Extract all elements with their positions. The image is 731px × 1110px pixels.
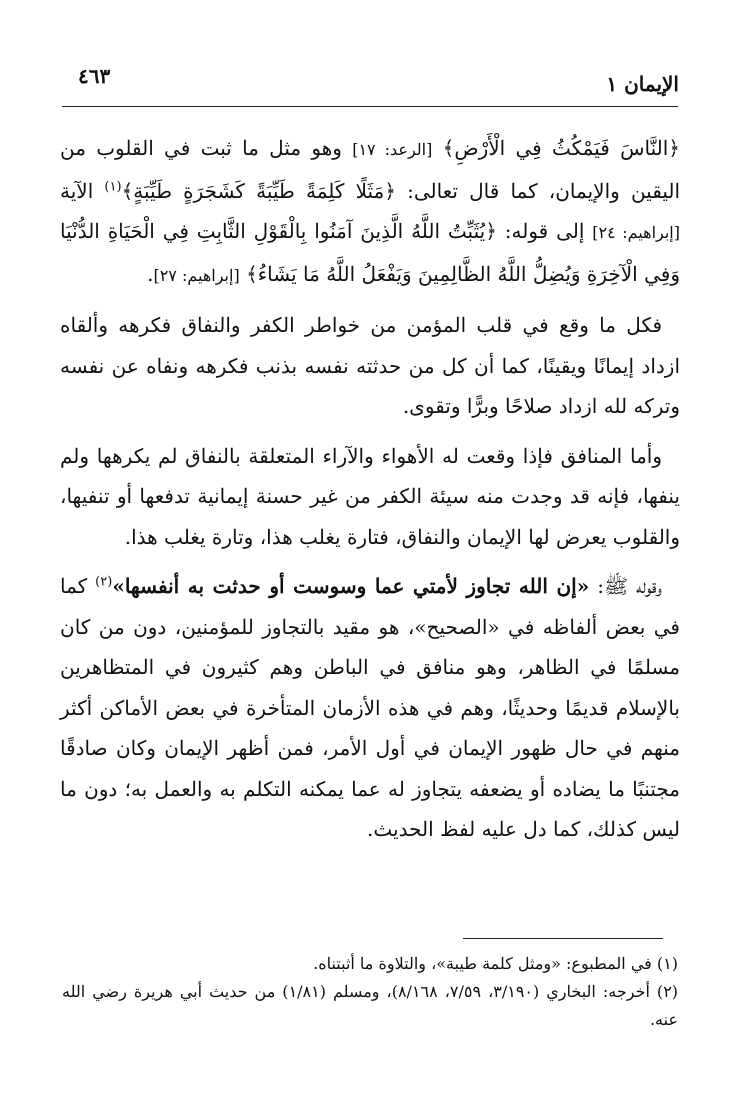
verse-reference: [الرعد: ١٧] — [352, 140, 433, 159]
footnote-1: (١) في المطبوع: «ومثل كلمة طيبة»، والتلاوة ما أثبتناه. — [313, 954, 678, 973]
page-number: ٤٦٣ — [78, 64, 111, 88]
paragraph-text: وهو مثل ما ثبت في القلوب من اليقين والإيمان، كما قال تعالى: — [60, 136, 681, 203]
footnotes — [62, 950, 678, 1034]
quran-verse: ﴿يُثَبِّتُ اللَّهُ الَّذِينَ آمَنُوا بِالْقَوْلِ الثَّابِتِ فِي الْحَيَاةِ الدُّنْيَا وَفِي الْآخِرَةِ وَيُضِلُّ اللَّهُ الظَّالِمِينَ وَيَفْعَلُ اللَّهُ مَا يَشَاءُ﴾ — [60, 219, 680, 286]
header-divider — [62, 106, 678, 107]
paragraph-4 — [60, 566, 680, 850]
paragraph-text: الآية — [60, 178, 105, 203]
paragraph-text: إلى قوله: — [496, 219, 593, 243]
paragraph-3: وأما المنافق فإذا وقعت له الأهواء والآراء المتعلقة بالنفاق لم يكرهها ولم ينفها، فإنه قد وجدت منه سيئة الكفر من غير حسنة إيمانية تدفعها أو تنفيها، والقلوب يعرض لها الإيمان والنفاق، فتارة يغلب هذا، وتارة يغلب هذا. — [60, 443, 680, 549]
paragraph-text: كما في بعض ألفاظه في «الصحيح»، هو مقيد بالتجاوز للمؤمنين، دون من كان مسلمًا في الظاهر، وهو منافق في الباطن وهم كثيرون في المتظاهرين بالإسلام قديمًا وحديثًا، وهم في هذه الأزمان المتأخرة في بعض الأماكن أكثر منهم في حال ظهور الإيمان في أول الأمر، فمن أظهر الإيمان وكان صادقًا مجتنبًا ما يضاده أو يضعفه يتجاوز له عما يمكنه التكلم به والعمل به؛ دون ما ليس كذلك، كما دل عليه لفظ الحديث. — [60, 574, 680, 841]
footnote-marker[interactable]: (١) — [104, 178, 122, 194]
verse-reference: [إبراهيم: ٢٧] — [153, 265, 240, 285]
footnote-marker[interactable]: (٢) — [95, 574, 113, 590]
footnote-2: (٢) أخرجه: البخاري (٣/١٩٠، ٧/٥٩، ٨/١٦٨)، ومسلم (١/٨١) من حديث أبي هريرة رضي الله عنه. — [62, 982, 679, 1029]
paragraph-2: فكل ما وقع في قلب المؤمن من خواطر الكفر والنفاق فكرهه وألقاه ازداد إيمانًا ويقينًا، كما أن كل من حدثته نفسه بذنب فكرهه ونفاه عن نفسه وتركه لله ازداد صلاحًا وبرًّا وتقوى. — [60, 313, 680, 418]
paragraph-1 — [60, 128, 680, 296]
footnote-divider — [463, 938, 663, 939]
quran-verse: ﴿النَّاسَ فَيَمْكُثُ فِي الْأَرْضِ﴾ — [442, 136, 681, 160]
main-text — [60, 128, 680, 859]
running-title: الإيمان ١ — [606, 72, 679, 96]
quran-verse: ﴿مَثَلًا كَلِمَةً طَيِّبَةً كَشَجَرَةٍ طَيِّبَةٍ﴾ — [121, 178, 396, 203]
paragraph-text: . — [147, 261, 154, 286]
verse-reference: [إبراهيم: ٢٤] — [592, 223, 680, 242]
paragraph-text: وقوله ﷺ: — [589, 574, 662, 598]
hadith-quote: «إن الله تجاوز لأمتي عما وسوست أو حدثت به أنفسها» — [112, 574, 590, 598]
